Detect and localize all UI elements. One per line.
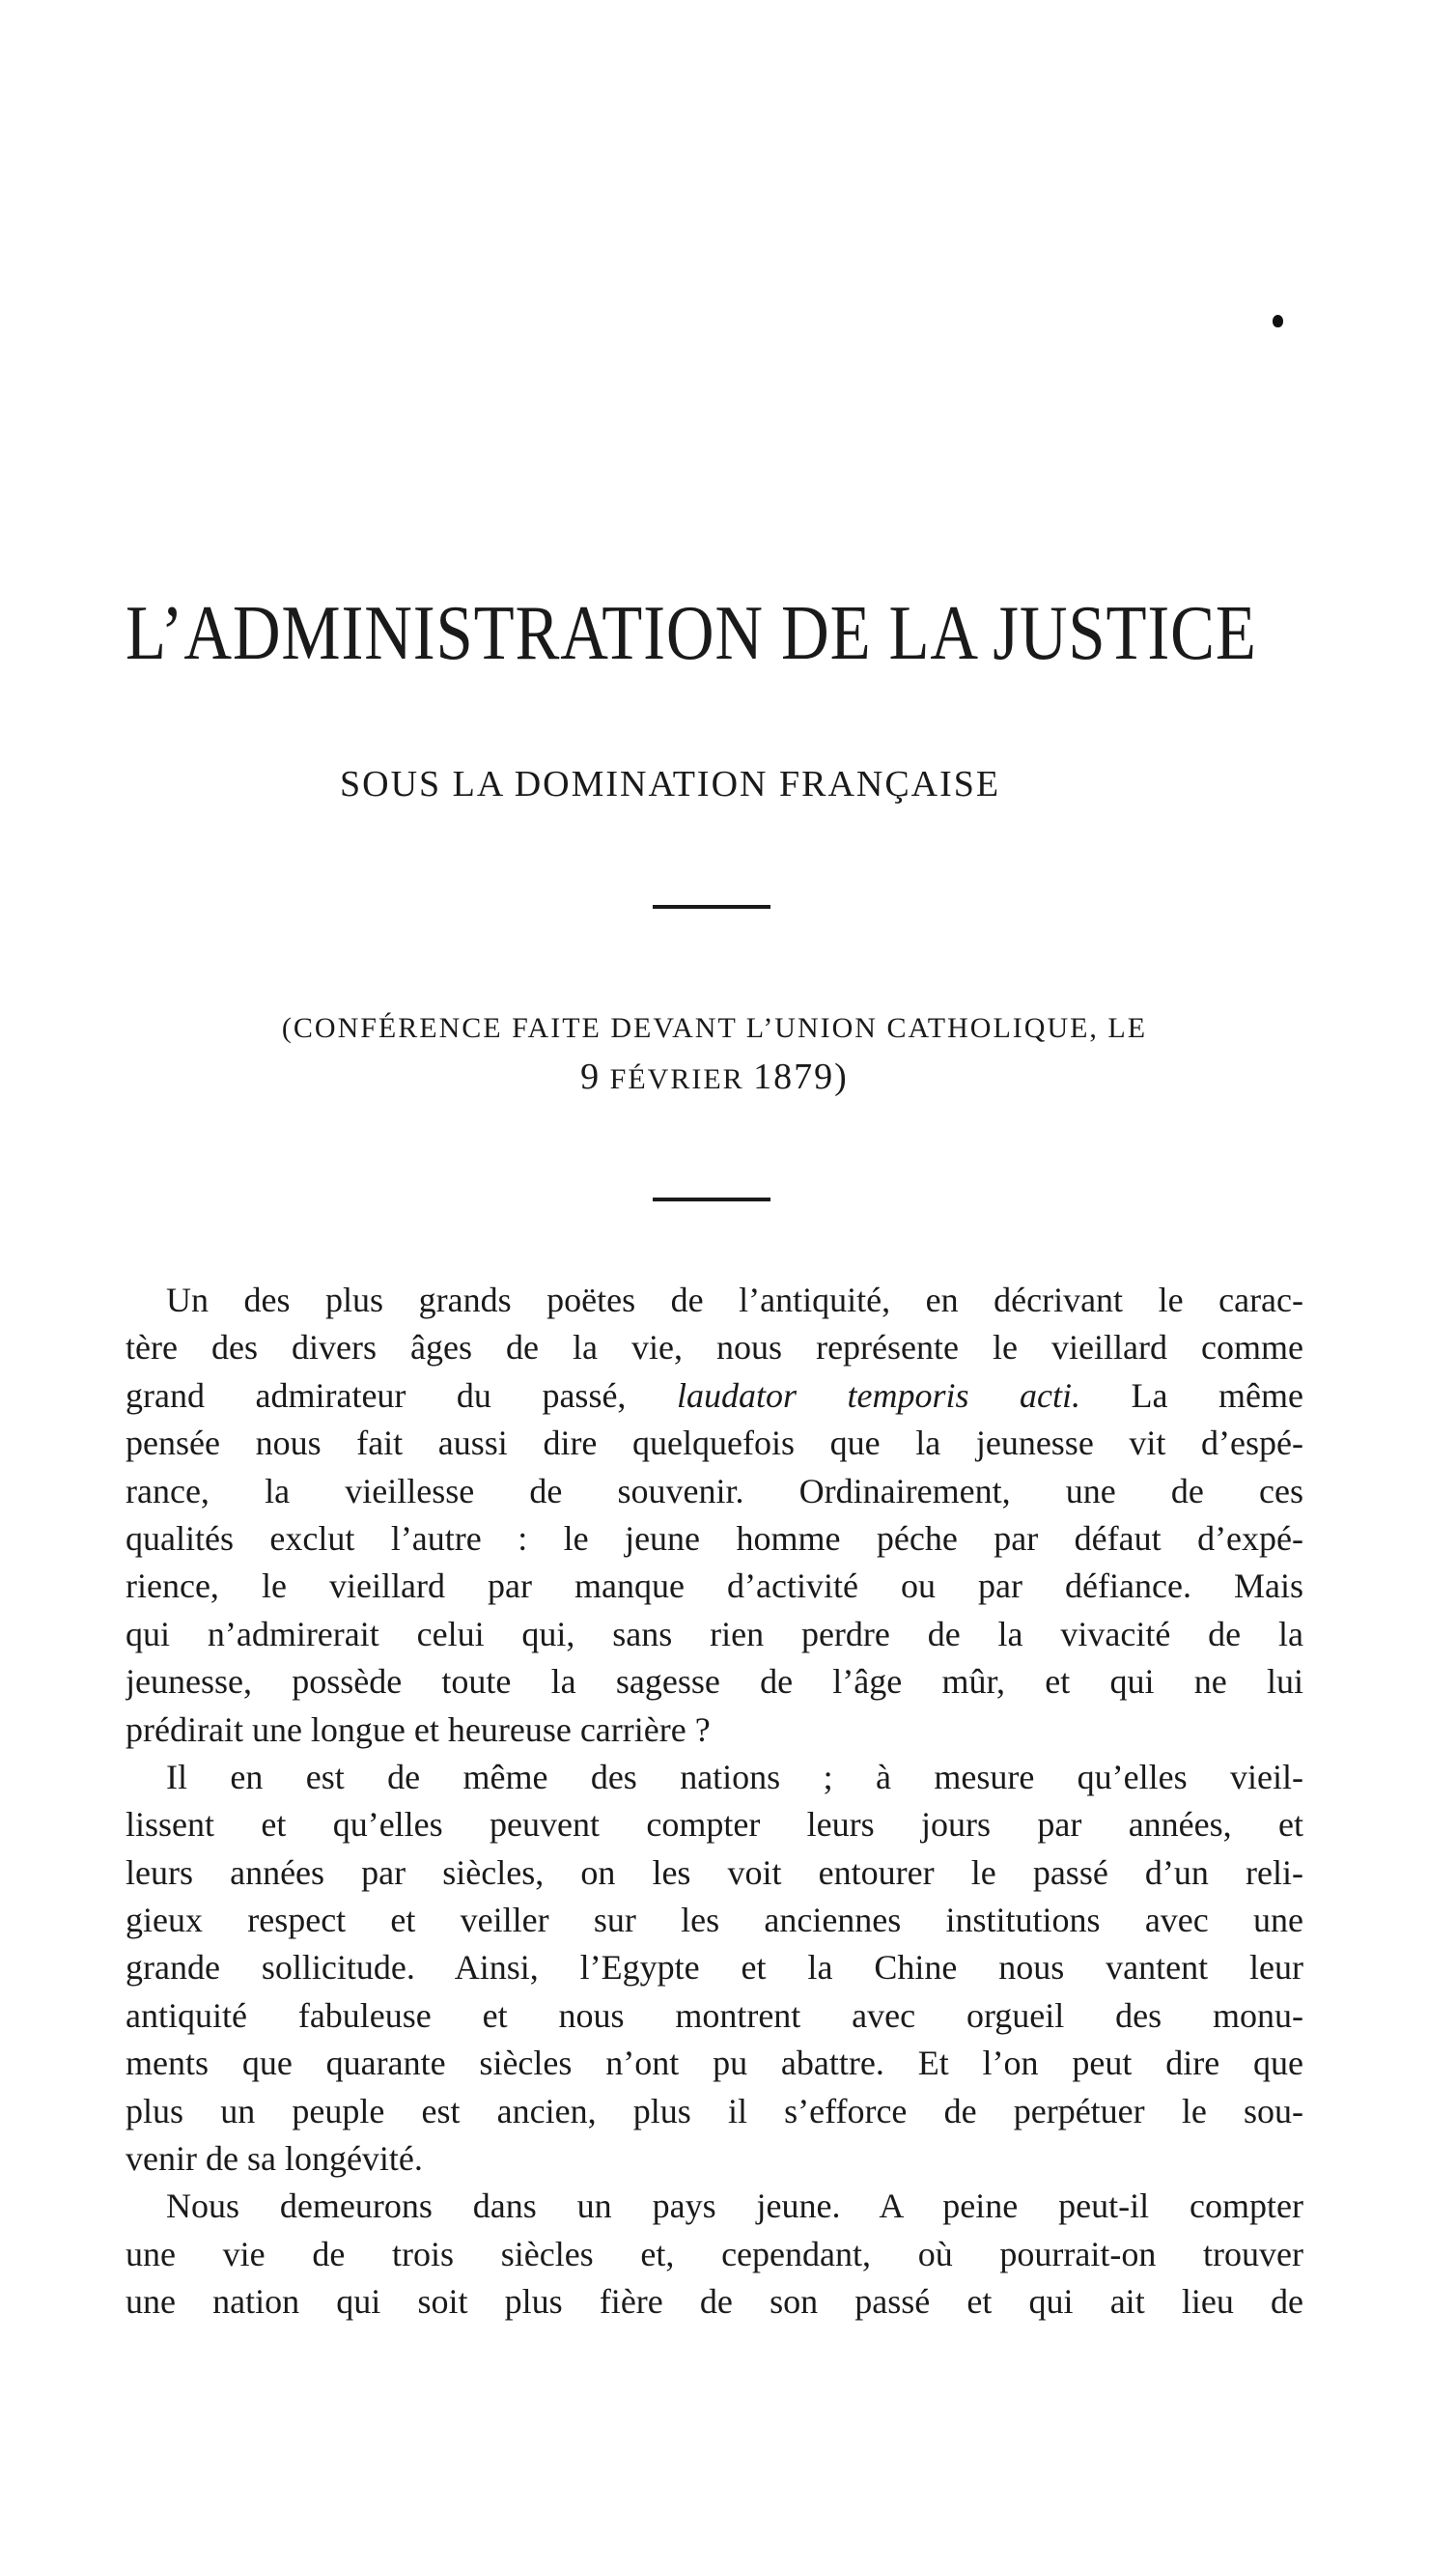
conference-note-line-2	[251, 1053, 1178, 1104]
conference-note	[251, 1004, 1178, 1104]
text-line	[126, 1372, 1303, 1420]
page-subtitle: SOUS LA DOMINATION FRANÇAISE	[340, 764, 1001, 804]
text-fragment: La même	[1080, 1375, 1303, 1415]
text-line: Un des plus grands poëtes de l’antiquité, en décrivant le carac-	[166, 1281, 1303, 1319]
text-line: rience, le vieillard par manque d’activité ou par défiance. Mais	[126, 1566, 1303, 1606]
text-line: ments que quarante siècles n’ont pu abattre. Et l’on peut dire que	[126, 2044, 1303, 2083]
separator-rule-top	[653, 905, 770, 909]
conference-note-line-1: (CONFÉRENCE FAITE DEVANT L’UNION CATHOLIQUE, LE	[281, 1012, 1148, 1044]
text-line: Nous demeurons dans un pays jeune. A peine peut-il compter	[166, 2186, 1303, 2226]
conference-note-year: 1879)	[753, 1057, 849, 1097]
text-line: antiquité fabuleuse et nous montrent avec orgueil des monu-	[126, 1995, 1303, 2035]
latin-quote: laudator temporis acti.	[676, 1375, 1081, 1415]
body-text	[126, 1277, 1303, 2327]
separator-rule-bottom	[653, 1198, 770, 1201]
text-line: qui n’admirerait celui qui, sans rien perdre de la vivacité de la	[126, 1614, 1303, 1653]
text-line: grande sollicitude. Ainsi, l’Egypte et la Chine nous vantent leur	[126, 1948, 1303, 1988]
page-title: L’ADMINISTRATION DE LA JUSTICE	[126, 591, 1257, 676]
text-line: qualités exclut l’autre : le jeune homme péche par défaut d’expé-	[126, 1518, 1303, 1558]
text-line: gieux respect et veiller sur les anciennes institutions avec une	[126, 1901, 1303, 1940]
text-line: prédirait une longue et heureuse carrière ?	[126, 1709, 711, 1749]
text-line: une nation qui soit plus fière de son passé et qui ait lieu de	[126, 2282, 1303, 2322]
ink-speck	[1273, 315, 1283, 327]
text-line: venir de sa longévité.	[126, 2139, 423, 2179]
text-fragment: grand admirateur du passé,	[126, 1375, 677, 1415]
text-line: leurs années par siècles, on les voit entourer le passé d’un reli-	[126, 1852, 1303, 1892]
text-line: plus un peuple est ancien, plus il s’efforce de perpétuer le sou-	[126, 2091, 1303, 2130]
conference-note-day: 9	[580, 1057, 602, 1097]
text-line: Il en est de même des nations ; à mesure qu’elles vieil-	[166, 1757, 1303, 1796]
text-line: une vie de trois siècles et, cependant, où pourrait-on trouver	[126, 2234, 1303, 2273]
text-line: tère des divers âges de la vie, nous représente le vieillard comme	[126, 1328, 1303, 1368]
text-line: lissent et qu’elles peuvent compter leurs jours par années, et	[126, 1805, 1303, 1845]
text-line: jeunesse, possède toute la sagesse de l’âge mûr, et qui ne lui	[126, 1662, 1303, 1702]
conference-note-month: FÉVRIER	[609, 1063, 744, 1095]
text-line: pensée nous fait aussi dire quelquefois que la jeunesse vit d’espé-	[126, 1424, 1303, 1463]
text-line: rance, la vieillesse de souvenir. Ordinairement, une de ces	[126, 1471, 1303, 1510]
